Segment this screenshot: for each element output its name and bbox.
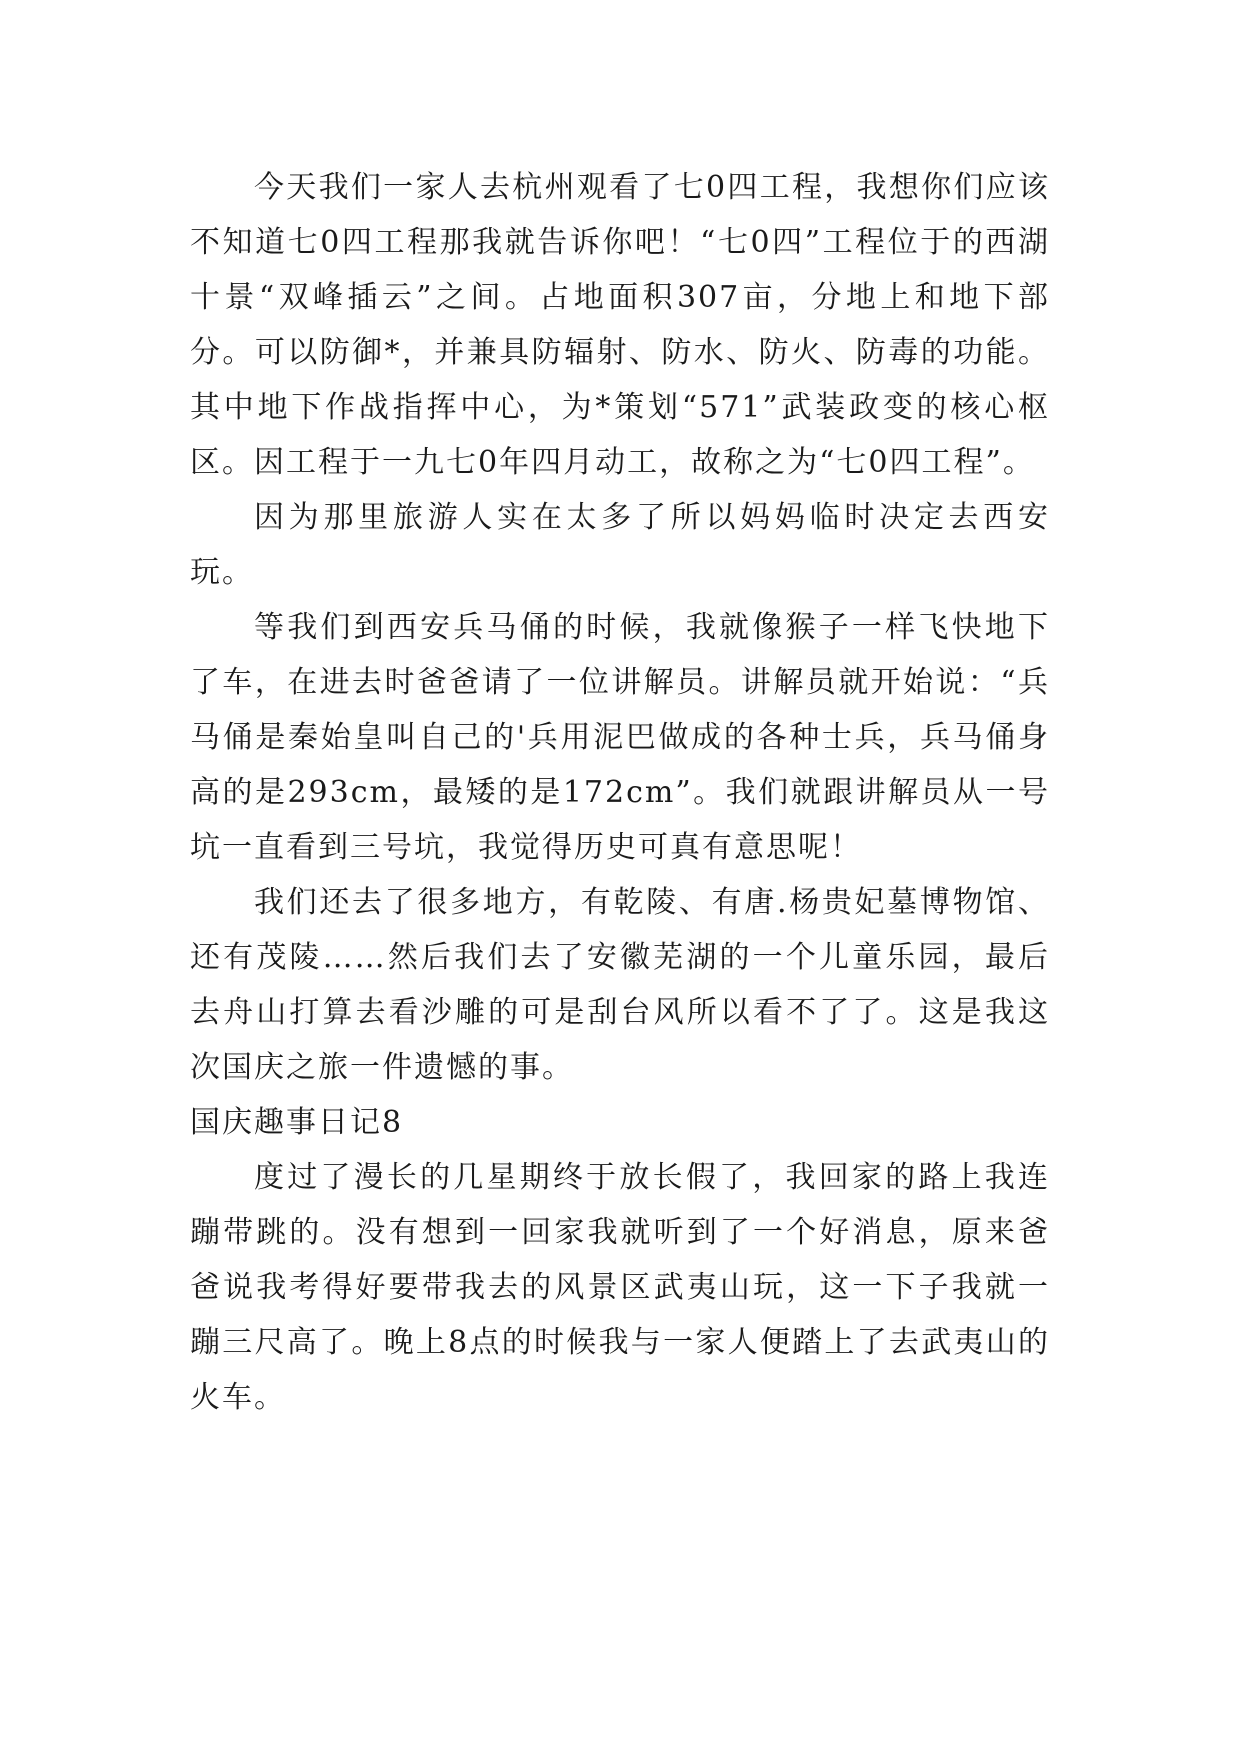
section-title: 国庆趣事日记8	[190, 1105, 404, 1140]
paragraph-hangzhou: 今天我们一家人去杭州观看了七0四工程，我想你们应该不知道七0四工程那我就告诉你吧！“七0四”工程位于的西湖十景“双峰插云”之间。占地面积307亩，分地上和地下部分。可以防御*，并兼具防辐射、防水、防火、防毒的功能。其中地下作战指挥中心，为*策划“571”武装政变的核心枢区。因工程于一九七0年四月动工，故称之为“七0四工程”。	[190, 170, 1050, 480]
document-body	[190, 160, 1050, 1425]
paragraph-other-places: 我们还去了很多地方，有乾陵、有唐.杨贵妃墓博物馆、还有茂陵……然后我们去了安徽芜湖的一个儿童乐园，最后去舟山打算去看沙雕的可是刮台风所以看不了了。这是我这次国庆之旅一件遗憾的事。	[190, 885, 1050, 1085]
paragraph-xian-decision: 因为那里旅游人实在太多了所以妈妈临时决定去西安玩。	[190, 500, 1050, 590]
paragraph-terracotta: 等我们到西安兵马俑的时候，我就像猴子一样飞快地下了车，在进去时爸爸请了一位讲解员。讲解员就开始说：“兵马俑是秦始皇叫自己的'兵用泥巴做成的各种士兵，兵马俑身高的是293cm，最矮的是172cm”。我们就跟讲解员从一号坑一直看到三号坑，我觉得历史可真有意思呢！	[190, 610, 1050, 865]
paragraph-wuyi: 度过了漫长的几星期终于放长假了，我回家的路上我连蹦带跳的。没有想到一回家我就听到了一个好消息，原来爸爸说我考得好要带我去的风景区武夷山玩，这一下子我就一蹦三尺高了。晚上8点的时候我与一家人便踏上了去武夷山的火车。	[190, 1160, 1050, 1415]
